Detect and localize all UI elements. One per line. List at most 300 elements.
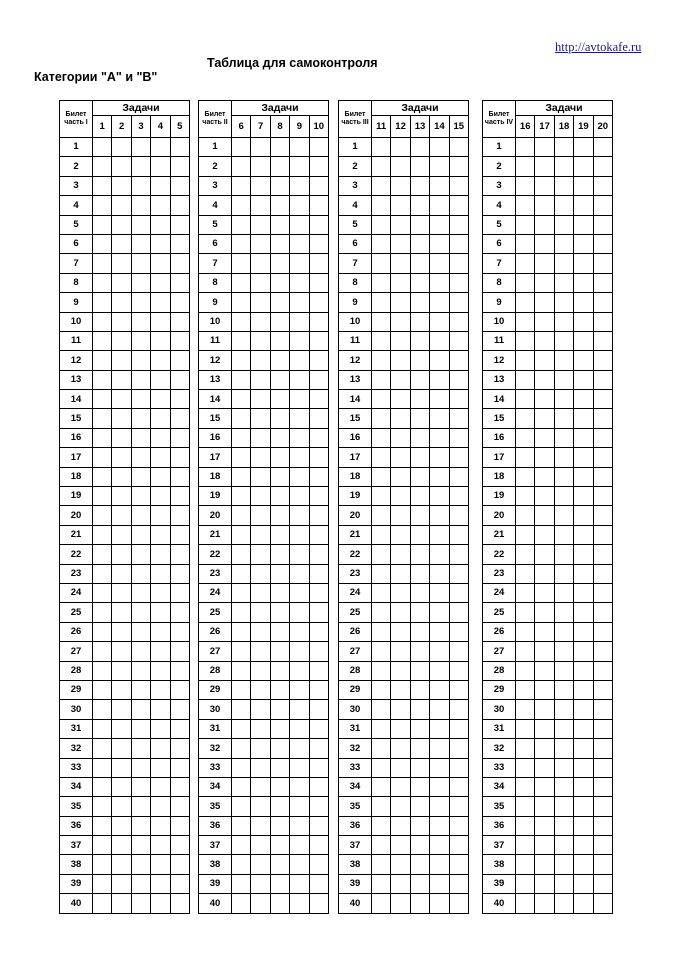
answer-cell[interactable] [270, 293, 289, 312]
answer-cell[interactable] [309, 545, 328, 564]
answer-cell[interactable] [516, 874, 535, 893]
answer-cell[interactable] [391, 642, 410, 661]
answer-cell[interactable] [410, 506, 429, 525]
answer-cell[interactable] [391, 622, 410, 641]
answer-cell[interactable] [251, 215, 270, 234]
answer-cell[interactable] [232, 448, 251, 467]
answer-cell[interactable] [290, 622, 309, 641]
answer-cell[interactable] [309, 797, 328, 816]
answer-cell[interactable] [112, 603, 131, 622]
answer-cell[interactable] [554, 254, 573, 273]
answer-cell[interactable] [93, 719, 112, 738]
answer-cell[interactable] [290, 603, 309, 622]
answer-cell[interactable] [449, 370, 468, 389]
answer-cell[interactable] [290, 642, 309, 661]
answer-cell[interactable] [151, 622, 170, 641]
answer-cell[interactable] [449, 719, 468, 738]
answer-cell[interactable] [170, 758, 189, 777]
answer-cell[interactable] [170, 525, 189, 544]
answer-cell[interactable] [93, 874, 112, 893]
answer-cell[interactable] [112, 855, 131, 874]
answer-cell[interactable] [251, 680, 270, 699]
answer-cell[interactable] [516, 390, 535, 409]
answer-cell[interactable] [410, 215, 429, 234]
answer-cell[interactable] [516, 331, 535, 350]
answer-cell[interactable] [93, 254, 112, 273]
answer-cell[interactable] [112, 525, 131, 544]
answer-cell[interactable] [93, 487, 112, 506]
answer-cell[interactable] [449, 855, 468, 874]
answer-cell[interactable] [112, 836, 131, 855]
answer-cell[interactable] [410, 642, 429, 661]
answer-cell[interactable] [170, 622, 189, 641]
answer-cell[interactable] [309, 661, 328, 680]
answer-cell[interactable] [151, 525, 170, 544]
answer-cell[interactable] [372, 642, 391, 661]
answer-cell[interactable] [391, 234, 410, 253]
answer-cell[interactable] [554, 176, 573, 195]
answer-cell[interactable] [93, 642, 112, 661]
answer-cell[interactable] [535, 506, 554, 525]
answer-cell[interactable] [232, 758, 251, 777]
answer-cell[interactable] [574, 894, 593, 913]
answer-cell[interactable] [131, 719, 150, 738]
answer-cell[interactable] [410, 719, 429, 738]
answer-cell[interactable] [93, 583, 112, 602]
answer-cell[interactable] [151, 564, 170, 583]
answer-cell[interactable] [270, 719, 289, 738]
answer-cell[interactable] [309, 719, 328, 738]
answer-cell[interactable] [430, 642, 449, 661]
answer-cell[interactable] [270, 777, 289, 796]
answer-cell[interactable] [554, 138, 573, 157]
answer-cell[interactable] [516, 739, 535, 758]
answer-cell[interactable] [593, 545, 612, 564]
answer-cell[interactable] [516, 719, 535, 738]
answer-cell[interactable] [309, 331, 328, 350]
answer-cell[interactable] [270, 351, 289, 370]
answer-cell[interactable] [270, 525, 289, 544]
answer-cell[interactable] [309, 777, 328, 796]
answer-cell[interactable] [309, 176, 328, 195]
answer-cell[interactable] [151, 273, 170, 292]
answer-cell[interactable] [372, 739, 391, 758]
answer-cell[interactable] [93, 390, 112, 409]
answer-cell[interactable] [232, 428, 251, 447]
answer-cell[interactable] [131, 157, 150, 176]
answer-cell[interactable] [410, 797, 429, 816]
answer-cell[interactable] [554, 680, 573, 699]
answer-cell[interactable] [554, 370, 573, 389]
answer-cell[interactable] [372, 525, 391, 544]
answer-cell[interactable] [391, 331, 410, 350]
answer-cell[interactable] [112, 700, 131, 719]
answer-cell[interactable] [93, 797, 112, 816]
answer-cell[interactable] [372, 894, 391, 913]
answer-cell[interactable] [151, 739, 170, 758]
answer-cell[interactable] [290, 390, 309, 409]
answer-cell[interactable] [574, 293, 593, 312]
answer-cell[interactable] [574, 603, 593, 622]
answer-cell[interactable] [251, 758, 270, 777]
answer-cell[interactable] [516, 583, 535, 602]
answer-cell[interactable] [372, 215, 391, 234]
answer-cell[interactable] [372, 603, 391, 622]
answer-cell[interactable] [170, 370, 189, 389]
answer-cell[interactable] [410, 564, 429, 583]
answer-cell[interactable] [112, 138, 131, 157]
answer-cell[interactable] [112, 874, 131, 893]
answer-cell[interactable] [449, 409, 468, 428]
answer-cell[interactable] [270, 234, 289, 253]
answer-cell[interactable] [593, 874, 612, 893]
answer-cell[interactable] [93, 564, 112, 583]
answer-cell[interactable] [372, 700, 391, 719]
answer-cell[interactable] [232, 836, 251, 855]
answer-cell[interactable] [593, 176, 612, 195]
answer-cell[interactable] [372, 816, 391, 835]
answer-cell[interactable] [251, 312, 270, 331]
answer-cell[interactable] [554, 215, 573, 234]
answer-cell[interactable] [516, 138, 535, 157]
answer-cell[interactable] [574, 525, 593, 544]
answer-cell[interactable] [309, 758, 328, 777]
answer-cell[interactable] [574, 409, 593, 428]
answer-cell[interactable] [372, 855, 391, 874]
answer-cell[interactable] [391, 428, 410, 447]
answer-cell[interactable] [410, 448, 429, 467]
answer-cell[interactable] [554, 545, 573, 564]
answer-cell[interactable] [232, 564, 251, 583]
answer-cell[interactable] [430, 622, 449, 641]
answer-cell[interactable] [251, 428, 270, 447]
answer-cell[interactable] [593, 836, 612, 855]
answer-cell[interactable] [232, 351, 251, 370]
answer-cell[interactable] [410, 700, 429, 719]
answer-cell[interactable] [535, 254, 554, 273]
answer-cell[interactable] [449, 234, 468, 253]
answer-cell[interactable] [574, 176, 593, 195]
answer-cell[interactable] [232, 739, 251, 758]
answer-cell[interactable] [410, 545, 429, 564]
answer-cell[interactable] [449, 312, 468, 331]
answer-cell[interactable] [554, 642, 573, 661]
answer-cell[interactable] [151, 719, 170, 738]
answer-cell[interactable] [535, 642, 554, 661]
answer-cell[interactable] [391, 603, 410, 622]
answer-cell[interactable] [449, 661, 468, 680]
answer-cell[interactable] [593, 642, 612, 661]
answer-cell[interactable] [593, 777, 612, 796]
answer-cell[interactable] [170, 331, 189, 350]
answer-cell[interactable] [535, 196, 554, 215]
answer-cell[interactable] [232, 215, 251, 234]
answer-cell[interactable] [410, 370, 429, 389]
answer-cell[interactable] [270, 797, 289, 816]
answer-cell[interactable] [535, 836, 554, 855]
answer-cell[interactable] [372, 545, 391, 564]
answer-cell[interactable] [535, 739, 554, 758]
answer-cell[interactable] [131, 273, 150, 292]
answer-cell[interactable] [290, 719, 309, 738]
answer-cell[interactable] [93, 680, 112, 699]
answer-cell[interactable] [574, 390, 593, 409]
answer-cell[interactable] [516, 797, 535, 816]
answer-cell[interactable] [290, 157, 309, 176]
answer-cell[interactable] [593, 390, 612, 409]
answer-cell[interactable] [270, 758, 289, 777]
answer-cell[interactable] [554, 234, 573, 253]
answer-cell[interactable] [290, 312, 309, 331]
answer-cell[interactable] [449, 836, 468, 855]
answer-cell[interactable] [270, 506, 289, 525]
answer-cell[interactable] [430, 390, 449, 409]
answer-cell[interactable] [112, 777, 131, 796]
answer-cell[interactable] [270, 855, 289, 874]
answer-cell[interactable] [270, 448, 289, 467]
answer-cell[interactable] [430, 525, 449, 544]
answer-cell[interactable] [232, 545, 251, 564]
answer-cell[interactable] [535, 700, 554, 719]
answer-cell[interactable] [309, 739, 328, 758]
answer-cell[interactable] [131, 467, 150, 486]
answer-cell[interactable] [232, 138, 251, 157]
answer-cell[interactable] [430, 196, 449, 215]
answer-cell[interactable] [309, 448, 328, 467]
answer-cell[interactable] [309, 700, 328, 719]
answer-cell[interactable] [131, 816, 150, 835]
answer-cell[interactable] [251, 855, 270, 874]
answer-cell[interactable] [554, 390, 573, 409]
answer-cell[interactable] [410, 176, 429, 195]
answer-cell[interactable] [410, 777, 429, 796]
answer-cell[interactable] [372, 467, 391, 486]
answer-cell[interactable] [410, 157, 429, 176]
answer-cell[interactable] [270, 583, 289, 602]
answer-cell[interactable] [535, 138, 554, 157]
answer-cell[interactable] [574, 545, 593, 564]
answer-cell[interactable] [449, 176, 468, 195]
answer-cell[interactable] [309, 467, 328, 486]
answer-cell[interactable] [449, 564, 468, 583]
answer-cell[interactable] [535, 487, 554, 506]
answer-cell[interactable] [449, 331, 468, 350]
answer-cell[interactable] [430, 157, 449, 176]
answer-cell[interactable] [391, 254, 410, 273]
answer-cell[interactable] [232, 506, 251, 525]
answer-cell[interactable] [391, 836, 410, 855]
answer-cell[interactable] [574, 487, 593, 506]
answer-cell[interactable] [151, 583, 170, 602]
answer-cell[interactable] [251, 157, 270, 176]
answer-cell[interactable] [593, 273, 612, 292]
answer-cell[interactable] [112, 583, 131, 602]
answer-cell[interactable] [516, 758, 535, 777]
answer-cell[interactable] [270, 254, 289, 273]
answer-cell[interactable] [232, 157, 251, 176]
answer-cell[interactable] [372, 622, 391, 641]
answer-cell[interactable] [93, 700, 112, 719]
answer-cell[interactable] [516, 370, 535, 389]
answer-cell[interactable] [410, 293, 429, 312]
answer-cell[interactable] [516, 448, 535, 467]
answer-cell[interactable] [593, 331, 612, 350]
answer-cell[interactable] [593, 719, 612, 738]
answer-cell[interactable] [391, 157, 410, 176]
answer-cell[interactable] [449, 777, 468, 796]
answer-cell[interactable] [232, 196, 251, 215]
answer-cell[interactable] [516, 215, 535, 234]
answer-cell[interactable] [151, 603, 170, 622]
answer-cell[interactable] [391, 215, 410, 234]
answer-cell[interactable] [93, 293, 112, 312]
answer-cell[interactable] [290, 680, 309, 699]
answer-cell[interactable] [430, 273, 449, 292]
answer-cell[interactable] [309, 312, 328, 331]
answer-cell[interactable] [516, 680, 535, 699]
answer-cell[interactable] [290, 409, 309, 428]
answer-cell[interactable] [574, 448, 593, 467]
answer-cell[interactable] [391, 506, 410, 525]
answer-cell[interactable] [270, 390, 289, 409]
answer-cell[interactable] [554, 874, 573, 893]
answer-cell[interactable] [232, 797, 251, 816]
answer-cell[interactable] [251, 138, 270, 157]
answer-cell[interactable] [93, 894, 112, 913]
answer-cell[interactable] [93, 176, 112, 195]
answer-cell[interactable] [170, 874, 189, 893]
answer-cell[interactable] [232, 874, 251, 893]
answer-cell[interactable] [131, 525, 150, 544]
answer-cell[interactable] [535, 758, 554, 777]
answer-cell[interactable] [290, 545, 309, 564]
answer-cell[interactable] [170, 157, 189, 176]
answer-cell[interactable] [372, 409, 391, 428]
answer-cell[interactable] [93, 370, 112, 389]
answer-cell[interactable] [516, 777, 535, 796]
answer-cell[interactable] [309, 157, 328, 176]
answer-cell[interactable] [131, 176, 150, 195]
answer-cell[interactable] [170, 448, 189, 467]
answer-cell[interactable] [554, 157, 573, 176]
answer-cell[interactable] [516, 603, 535, 622]
answer-cell[interactable] [516, 700, 535, 719]
answer-cell[interactable] [309, 196, 328, 215]
answer-cell[interactable] [93, 428, 112, 447]
answer-cell[interactable] [251, 874, 270, 893]
answer-cell[interactable] [574, 138, 593, 157]
answer-cell[interactable] [112, 797, 131, 816]
answer-cell[interactable] [170, 603, 189, 622]
answer-cell[interactable] [112, 467, 131, 486]
answer-cell[interactable] [535, 894, 554, 913]
answer-cell[interactable] [516, 409, 535, 428]
answer-cell[interactable] [535, 370, 554, 389]
answer-cell[interactable] [251, 273, 270, 292]
answer-cell[interactable] [270, 157, 289, 176]
answer-cell[interactable] [410, 487, 429, 506]
answer-cell[interactable] [112, 816, 131, 835]
answer-cell[interactable] [449, 448, 468, 467]
answer-cell[interactable] [309, 874, 328, 893]
answer-cell[interactable] [232, 467, 251, 486]
answer-cell[interactable] [516, 622, 535, 641]
answer-cell[interactable] [372, 312, 391, 331]
answer-cell[interactable] [251, 797, 270, 816]
answer-cell[interactable] [290, 428, 309, 447]
answer-cell[interactable] [170, 739, 189, 758]
answer-cell[interactable] [131, 603, 150, 622]
answer-cell[interactable] [270, 642, 289, 661]
answer-cell[interactable] [372, 234, 391, 253]
answer-cell[interactable] [449, 273, 468, 292]
answer-cell[interactable] [270, 428, 289, 447]
answer-cell[interactable] [449, 700, 468, 719]
answer-cell[interactable] [270, 196, 289, 215]
answer-cell[interactable] [309, 583, 328, 602]
answer-cell[interactable] [251, 390, 270, 409]
answer-cell[interactable] [430, 467, 449, 486]
answer-cell[interactable] [430, 428, 449, 447]
answer-cell[interactable] [574, 739, 593, 758]
answer-cell[interactable] [290, 583, 309, 602]
answer-cell[interactable] [112, 234, 131, 253]
answer-cell[interactable] [372, 254, 391, 273]
answer-cell[interactable] [112, 254, 131, 273]
answer-cell[interactable] [270, 894, 289, 913]
answer-cell[interactable] [372, 176, 391, 195]
answer-cell[interactable] [270, 874, 289, 893]
answer-cell[interactable] [372, 351, 391, 370]
answer-cell[interactable] [270, 816, 289, 835]
answer-cell[interactable] [410, 855, 429, 874]
answer-cell[interactable] [391, 138, 410, 157]
answer-cell[interactable] [574, 312, 593, 331]
answer-cell[interactable] [170, 254, 189, 273]
answer-cell[interactable] [593, 196, 612, 215]
answer-cell[interactable] [251, 370, 270, 389]
answer-cell[interactable] [593, 409, 612, 428]
answer-cell[interactable] [251, 661, 270, 680]
answer-cell[interactable] [232, 719, 251, 738]
answer-cell[interactable] [309, 680, 328, 699]
answer-cell[interactable] [112, 215, 131, 234]
answer-cell[interactable] [270, 545, 289, 564]
answer-cell[interactable] [290, 874, 309, 893]
answer-cell[interactable] [290, 138, 309, 157]
answer-cell[interactable] [131, 739, 150, 758]
answer-cell[interactable] [93, 836, 112, 855]
answer-cell[interactable] [170, 816, 189, 835]
answer-cell[interactable] [309, 525, 328, 544]
answer-cell[interactable] [593, 797, 612, 816]
answer-cell[interactable] [309, 506, 328, 525]
answer-cell[interactable] [593, 661, 612, 680]
answer-cell[interactable] [131, 874, 150, 893]
answer-cell[interactable] [430, 351, 449, 370]
answer-cell[interactable] [574, 642, 593, 661]
answer-cell[interactable] [593, 138, 612, 157]
answer-cell[interactable] [430, 331, 449, 350]
answer-cell[interactable] [593, 351, 612, 370]
answer-cell[interactable] [151, 894, 170, 913]
answer-cell[interactable] [151, 506, 170, 525]
answer-cell[interactable] [131, 138, 150, 157]
answer-cell[interactable] [430, 816, 449, 835]
answer-cell[interactable] [232, 700, 251, 719]
answer-cell[interactable] [574, 273, 593, 292]
answer-cell[interactable] [131, 777, 150, 796]
